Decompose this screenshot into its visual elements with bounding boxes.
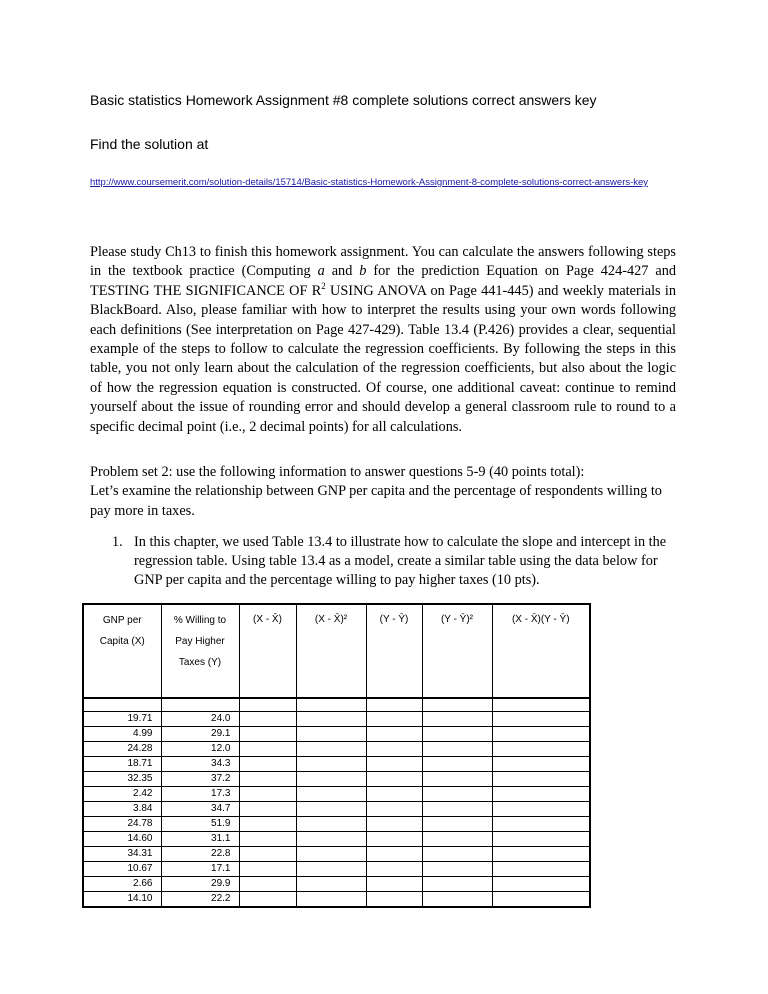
gnp-cell: 14.60 [83, 832, 161, 847]
tax-cell: 12.0 [161, 742, 239, 757]
blank-cell [296, 832, 366, 847]
header-tax-line-2: Pay Higher [175, 636, 225, 647]
blank-cell [492, 877, 590, 892]
table-row-spacer [83, 698, 590, 712]
tax-cell: 31.1 [161, 832, 239, 847]
blank-cell [422, 727, 492, 742]
intro-text-1: Please study Ch13 to finish this homework assignment. You can calculate the answers following steps in the textbook practice (Computing [90, 244, 676, 280]
blank-cell [239, 787, 296, 802]
table-header-row [83, 604, 590, 698]
coefficient-b: b [359, 263, 367, 280]
blank-cell [239, 742, 296, 757]
blank-cell [422, 772, 492, 787]
blank-cell [366, 742, 422, 757]
find-solution-text: Find the solution at [90, 136, 209, 152]
gnp-cell: 3.84 [83, 802, 161, 817]
gnp-cell: 2.66 [83, 877, 161, 892]
tax-cell: 29.9 [161, 877, 239, 892]
blank-cell [366, 727, 422, 742]
gnp-cell: 32.35 [83, 772, 161, 787]
tax-cell: 22.8 [161, 847, 239, 862]
blank-cell [296, 757, 366, 772]
table-row [83, 727, 590, 742]
blank-cell [239, 862, 296, 877]
gnp-cell: 4.99 [83, 727, 161, 742]
blank-cell [366, 847, 422, 862]
blank-cell [239, 727, 296, 742]
blank-cell [492, 742, 590, 757]
question-text: In this chapter, we used Table 13.4 to illustrate how to calculate the slope and intercept in the regression table. Using table 13.4 as a model, create a similar table using the data below for GNP per capita and the percentage willing to pay higher taxes (10 pts). [134, 534, 667, 589]
blank-cell [422, 712, 492, 727]
header-cross-product: (X - X̄)(Y - Ȳ) [492, 604, 590, 698]
table-row [83, 877, 590, 892]
blank-cell [422, 757, 492, 772]
blank-cell [366, 862, 422, 877]
table-row [83, 847, 590, 862]
header-x-deviation: (X - X̄) [239, 604, 296, 698]
regression-table [82, 603, 591, 908]
tax-cell: 17.1 [161, 862, 239, 877]
gnp-cell: 24.78 [83, 817, 161, 832]
tax-cell: 34.7 [161, 802, 239, 817]
blank-cell [492, 892, 590, 908]
blank-cell [296, 742, 366, 757]
intro-and: and [324, 263, 360, 280]
table-row [83, 802, 590, 817]
table-row [83, 787, 590, 802]
blank-cell [296, 802, 366, 817]
intro-text-2: for the prediction Equation on Page 424-427 and TESTING THE SIGNIFICANCE OF R [90, 263, 676, 299]
blank-cell [239, 847, 296, 862]
blank-cell [296, 727, 366, 742]
blank-cell [239, 817, 296, 832]
blank-cell [366, 772, 422, 787]
blank-cell [492, 817, 590, 832]
blank-cell [239, 757, 296, 772]
table-row [83, 712, 590, 727]
tax-cell: 29.1 [161, 727, 239, 742]
table-row [83, 832, 590, 847]
gnp-cell: 18.71 [83, 757, 161, 772]
table-row [83, 757, 590, 772]
blank-cell [296, 862, 366, 877]
tax-cell: 22.2 [161, 892, 239, 908]
blank-cell [239, 802, 296, 817]
header-gnp-per-capita [83, 604, 161, 698]
blank-cell [492, 787, 590, 802]
header-x-deviation-squared: (X - X̄)² [296, 604, 366, 698]
blank-cell [422, 847, 492, 862]
blank-cell [422, 817, 492, 832]
header-y-deviation-squared: (Y - Ȳ)² [422, 604, 492, 698]
blank-cell [492, 832, 590, 847]
blank-cell [366, 877, 422, 892]
header-tax-line-1: % Willing to [173, 615, 227, 626]
blank-cell [366, 832, 422, 847]
blank-cell [296, 892, 366, 908]
blank-cell [366, 712, 422, 727]
blank-cell [422, 742, 492, 757]
intro-text-3: USING ANOVA on Page 441-445) and weekly materials in BlackBoard. Also, please familiar with how to interpret the results using your own words following each definitions (See interpretation on Page 427-429). Table 13.4 (P.426) provides a clear, sequential example of the steps to follow to calculate the regression coefficients. By following the steps in this table, you not only learn about the calculation of the regression coefficients, but also about the logic of how the regression equation is constructed. Of course, one additional caveat: continue to remind yourself about the issue of rounding error and should develop a general classroom rule to round to a specific decimal point (i.e., 2 decimal points) for all calculations. [90, 282, 676, 435]
table-row [83, 742, 590, 757]
blank-cell [422, 892, 492, 908]
gnp-cell: 2.42 [83, 787, 161, 802]
table-row [83, 892, 590, 908]
instructions-paragraph [90, 243, 676, 437]
blank-cell [366, 787, 422, 802]
blank-cell [366, 757, 422, 772]
blank-cell [296, 772, 366, 787]
blank-cell [239, 772, 296, 787]
blank-cell [492, 847, 590, 862]
blank-cell [492, 727, 590, 742]
gnp-cell: 19.71 [83, 712, 161, 727]
header-tax-line-3: Taxes (Y) [178, 657, 222, 668]
table-row [83, 817, 590, 832]
header-gnp-line-2: Capita (X) [99, 636, 145, 647]
header-willing-to-pay [161, 604, 239, 698]
question-1 [112, 533, 678, 591]
table-row [83, 862, 590, 877]
blank-cell [492, 712, 590, 727]
blank-cell [422, 877, 492, 892]
blank-cell [296, 817, 366, 832]
blank-cell [492, 757, 590, 772]
blank-cell [366, 892, 422, 908]
blank-cell [296, 877, 366, 892]
table-body [83, 698, 590, 907]
problem-line-1: Problem set 2: use the following information to answer questions 5-9 (40 points total): [90, 464, 585, 480]
r-squared-sup: 2 [321, 281, 326, 292]
gnp-cell: 34.31 [83, 847, 161, 862]
blank-cell [422, 862, 492, 877]
header-gnp-line-1: GNP per [102, 615, 142, 626]
blank-cell [296, 847, 366, 862]
tax-cell: 34.3 [161, 757, 239, 772]
gnp-cell: 14.10 [83, 892, 161, 908]
blank-cell [296, 787, 366, 802]
blank-cell [422, 787, 492, 802]
blank-cell [239, 892, 296, 908]
problem-set-text [90, 463, 676, 521]
blank-cell [239, 877, 296, 892]
blank-cell [492, 862, 590, 877]
tax-cell: 37.2 [161, 772, 239, 787]
gnp-cell: 24.28 [83, 742, 161, 757]
gnp-cell: 10.67 [83, 862, 161, 877]
tax-cell: 51.9 [161, 817, 239, 832]
blank-cell [366, 817, 422, 832]
tax-cell: 17.3 [161, 787, 239, 802]
blank-cell [239, 712, 296, 727]
blank-cell [422, 802, 492, 817]
problem-line-2: Let’s examine the relationship between GNP per capita and the percentage of respondents willing to pay more in taxes. [90, 483, 662, 519]
blank-cell [239, 832, 296, 847]
header-y-deviation: (Y - Ȳ) [366, 604, 422, 698]
question-number: 1. [112, 534, 123, 550]
blank-cell [366, 802, 422, 817]
document-title: Basic statistics Homework Assignment #8 complete solutions correct answers key [90, 92, 597, 108]
coefficient-a: a [317, 263, 325, 280]
blank-cell [492, 802, 590, 817]
table-row [83, 772, 590, 787]
solution-link[interactable]: http://www.coursemerit.com/solution-details/15714/Basic-statistics-Homework-Assignment-8-complete-solutions-correct-answers-key [90, 177, 649, 188]
blank-cell [296, 712, 366, 727]
blank-cell [492, 772, 590, 787]
tax-cell: 24.0 [161, 712, 239, 727]
blank-cell [422, 832, 492, 847]
